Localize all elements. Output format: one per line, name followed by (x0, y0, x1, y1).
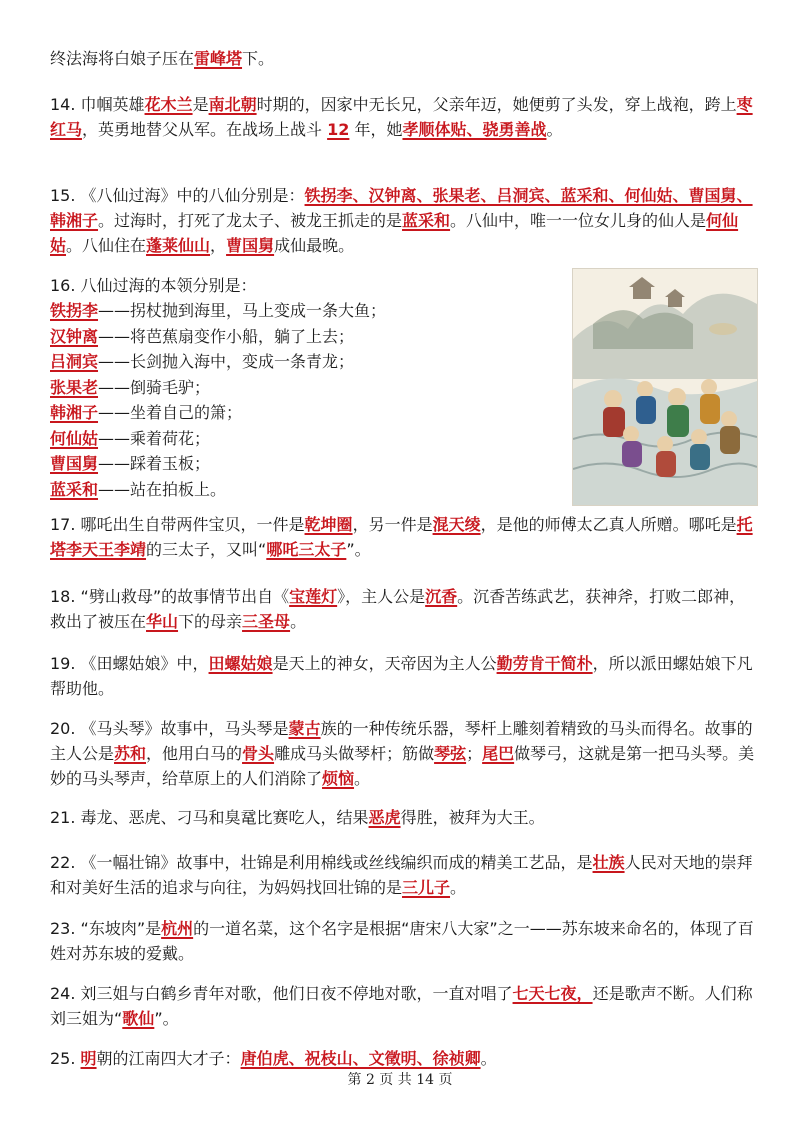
immortal-name: 铁拐李 (50, 301, 99, 320)
answer-text: 铁拐李、汉钟离、张果老、吕洞宾、蓝采和、何仙姑、曹国舅、韩湘子 (50, 186, 753, 230)
body-text: 的三太子，又叫“ (146, 540, 267, 559)
body-text: 。 (450, 878, 467, 897)
immortal-ability-item (50, 477, 226, 502)
body-text: 年，她 (349, 120, 403, 139)
answer-text: 蓝采和 (402, 211, 451, 230)
answer-text: 沉香 (425, 587, 458, 606)
paragraph-17 (50, 512, 756, 562)
paragraph-18 (50, 584, 756, 634)
body-text: ； (466, 744, 483, 763)
body-text: 终法海将白娘子压在 (50, 49, 195, 68)
answer-text: 三儿子 (402, 878, 451, 897)
body-text: ，是他的师傅太乙真人所赠。哪吒是 (480, 515, 737, 534)
answer-text: 唐伯虎、祝枝山、文徵明、徐祯卿 (240, 1049, 481, 1068)
paragraph-14 (50, 92, 756, 142)
answer-text: 恶虎 (368, 808, 401, 827)
body-text: 时期的，因家中无长兄，父亲年迈，她便剪了头发，穿上战袍，跨上 (256, 95, 737, 114)
body-text: 。 (480, 1049, 497, 1068)
paragraph-13-tail (50, 46, 756, 71)
body-text: 的一道名菜，这个名字是根据“唐宋八大家”之一——苏东坡来命名的，体现了百姓对苏东坡的爱戴。 (50, 919, 754, 963)
body-text: 。八仙中，唯一一位女儿身的仙人是 (450, 211, 707, 230)
body-text: 做琴弓，这就是第一把马头琴。美妙的马头琴声，给草原上的人们消除了 (50, 744, 755, 788)
immortal-ability-item (50, 298, 386, 323)
body-text: 族的一种传统乐器，琴杆上雕刻着精致的马头而得名。故事的主人公是 (50, 719, 753, 763)
body-text: 20. 《马头琴》故事中，马头琴是 (50, 719, 289, 738)
immortal-ability: ——坐着自己的箫； (98, 403, 243, 422)
immortal-name: 韩湘子 (50, 403, 99, 422)
answer-text: 琴弦 (434, 744, 467, 763)
answer-text: 托塔李天王李靖 (50, 515, 753, 559)
answer-text: 曹国舅 (226, 236, 275, 255)
body-text: 下的母亲 (178, 612, 243, 631)
body-text: 。八仙住在 (66, 236, 147, 255)
painting-illustration (573, 269, 757, 505)
immortal-name: 汉钟离 (50, 326, 99, 346)
paragraph-23 (50, 916, 756, 966)
answer-text: 骨头 (242, 744, 275, 763)
immortal-ability-item (50, 324, 354, 349)
answer-text: 南北朝 (208, 95, 257, 114)
answer-text: 宝莲灯 (289, 587, 338, 606)
immortal-ability-item (50, 375, 210, 400)
body-text: 得胜，被拜为大王。 (400, 808, 545, 827)
body-text: 15. 《八仙过海》中的八仙分别是： (50, 186, 305, 205)
paragraph-20 (50, 716, 756, 791)
body-text: 雕成马头做琴杆；筋做 (274, 744, 435, 763)
body-text: 19. 《田螺姑娘》中， (50, 654, 209, 673)
paragraph-22 (50, 850, 756, 900)
immortal-name: 何仙姑 (50, 428, 99, 448)
body-text: 21. 毒龙、恶虎、刁马和臭鼋比赛吃人，结果 (50, 808, 369, 827)
answer-text: 雷峰塔 (194, 49, 243, 68)
body-text: 。过海时，打死了龙太子、被龙王抓走的是 (98, 211, 403, 230)
answer-text: 花木兰 (144, 95, 193, 114)
immortal-name: 张果老 (50, 377, 99, 397)
immortal-ability: ——乘着荷花； (98, 428, 211, 448)
immortal-ability-item (50, 451, 210, 476)
answer-text: 孝顺体贴、骁勇善战 (402, 120, 547, 139)
body-text: 。 (290, 612, 307, 631)
body-text: 。 (546, 120, 563, 139)
immortal-ability: ——将芭蕉扇变作小船，躺了上去； (98, 326, 355, 346)
answer-text: 蒙古 (288, 719, 321, 738)
answer-text: 杭州 (161, 919, 194, 938)
answer-text: 枣红马 (50, 95, 753, 139)
body-text: 人民对天地的崇拜和对美好生活的追求与向往，为妈妈找回壮锦的是 (50, 853, 753, 897)
paragraph-25 (50, 1046, 756, 1071)
answer-text: 明 (80, 1049, 97, 1068)
body-text: 14. 巾帼英雄 (50, 95, 145, 114)
body-text: ， (210, 236, 227, 255)
answer-text: 尾巴 (482, 744, 515, 763)
body-text: ，英勇地替父从军。在战场上战斗 (82, 120, 328, 139)
paragraph-19 (50, 651, 756, 701)
immortal-ability: ——倒骑毛驴； (98, 377, 211, 397)
body-text: 朝的江南四大才子： (96, 1049, 241, 1068)
immortal-name: 蓝采和 (50, 479, 99, 499)
body-text: ，他用白马的 (146, 744, 243, 763)
answer-text: 何仙姑 (50, 211, 739, 255)
answer-text: 华山 (146, 612, 179, 631)
paragraph-21 (50, 805, 756, 830)
body-text: 是天上的神女，天帝因为主人公 (272, 654, 497, 673)
immortal-ability: ——站在拍板上。 (98, 479, 227, 499)
answer-text: 苏和 (114, 744, 147, 763)
answer-text: 田螺姑娘 (208, 654, 273, 673)
answer-text: 12 (327, 120, 350, 139)
body-text: 下。 (242, 49, 275, 68)
eight-immortals-painting (572, 268, 758, 506)
answer-text: 哪吒三太子 (266, 540, 347, 559)
immortal-ability: ——拐杖抛到海里，马上变成一条大鱼； (98, 301, 387, 320)
immortal-name: 曹国舅 (50, 454, 99, 473)
page-footer: 第 2 页 共 14 页 (347, 1072, 453, 1088)
immortal-ability-item (50, 426, 210, 451)
paragraph-15 (50, 183, 756, 258)
body-text: 。沉香苦练武艺，获神斧，打败二郎神，救出了被压在 (50, 587, 746, 631)
body-text: 》，主人公是 (337, 587, 426, 606)
immortal-name: 吕洞宾 (50, 352, 99, 371)
answer-text: 混天绫 (432, 515, 481, 534)
body-text: 17. 哪吒出生自带两件宝贝，一件是 (50, 515, 305, 534)
body-text: 22. 《一幅壮锦》故事中，壮锦是利用棉线或丝线编织而成的精美工艺品，是 (50, 853, 593, 872)
body-text: 24. 刘三姐与白鹤乡青年对歌，他们日夜不停地对歌，一直对唱了 (50, 984, 513, 1003)
body-text: 是 (192, 95, 209, 114)
answer-text: 蓬莱仙山 (146, 236, 211, 255)
body-text: 。 (354, 769, 371, 788)
body-text: 还是歌声不断。人们称刘三姐为“ (50, 984, 753, 1028)
body-text: 18. “劈山救母”的故事情节出自《 (50, 587, 290, 606)
paragraph-16-intro: 16. 八仙过海的本领分别是： (50, 276, 257, 295)
body-text: 23. “东坡肉”是 (50, 919, 162, 938)
answer-text: 三圣母 (242, 612, 291, 631)
paragraph-24 (50, 981, 756, 1031)
answer-text: 七天七夜， (512, 984, 593, 1003)
answer-text: 烦恼 (322, 769, 355, 788)
immortal-ability-item (50, 349, 354, 374)
body-text: ，另一件是 (352, 515, 433, 534)
answer-text: 乾坤圈 (304, 515, 353, 534)
body-text: 25. (50, 1049, 81, 1068)
answer-text: 歌仙 (122, 1009, 155, 1028)
body-text: 成仙最晚。 (274, 236, 355, 255)
immortal-ability: ——长剑抛入海中，变成一条青龙； (98, 352, 355, 371)
body-text: ”。 (154, 1009, 179, 1028)
body-text: ”。 (346, 540, 371, 559)
body-text: ，所以派田螺姑娘下凡帮助他。 (50, 654, 753, 698)
answer-text: 壮族 (592, 853, 625, 872)
immortal-ability-item (50, 400, 242, 425)
immortal-ability: ——踩着玉板； (98, 454, 211, 473)
answer-text: 勤劳肯干简朴 (496, 654, 593, 673)
